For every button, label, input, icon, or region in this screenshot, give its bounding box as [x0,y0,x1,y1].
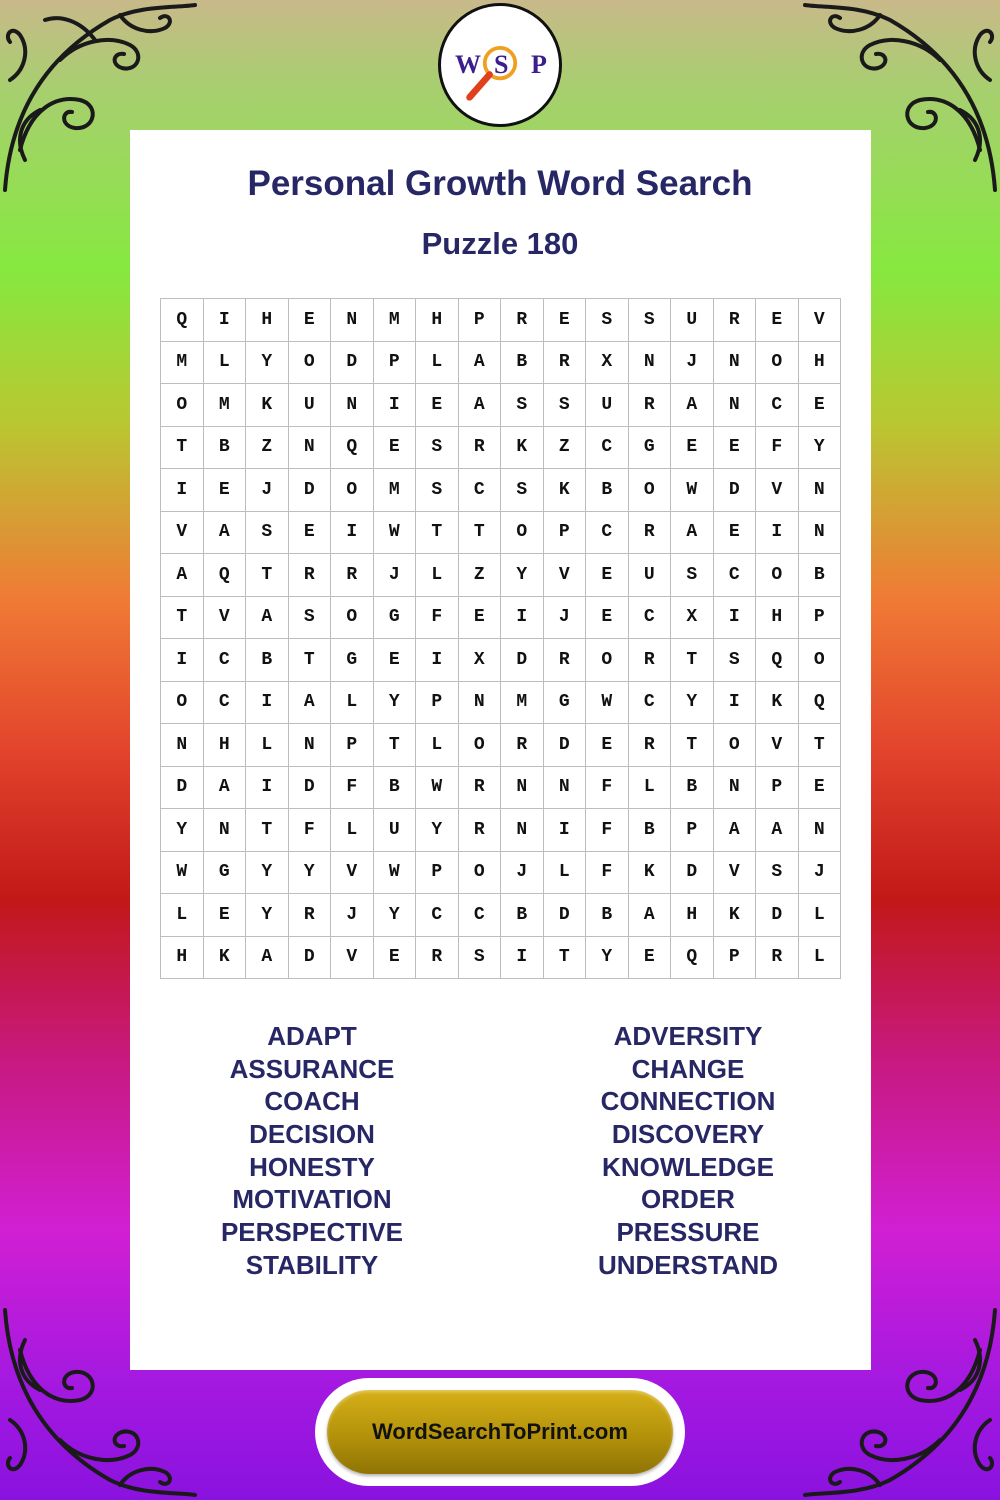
grid-cell[interactable]: Y [416,809,459,852]
grid-cell[interactable]: Y [374,894,417,937]
word-list-item: KNOWLEDGE [602,1151,774,1182]
letter-grid [160,298,841,979]
grid-cell[interactable]: T [544,937,587,980]
grid-cell[interactable]: I [246,682,289,725]
grid-cell[interactable]: M [501,682,544,725]
grid-cell[interactable]: S [629,299,672,342]
grid-cell[interactable]: V [756,724,799,767]
site-link-button[interactable] [315,1378,685,1486]
grid-cell[interactable]: D [501,639,544,682]
grid-cell[interactable]: Y [246,894,289,937]
grid-cell[interactable]: B [671,767,714,810]
word-list-item: DISCOVERY [611,1119,765,1150]
grid-cell[interactable]: R [629,724,672,767]
grid-cell[interactable]: F [331,767,374,810]
word-list-item: ASSURANCE [229,1053,395,1084]
grid-cell[interactable]: O [799,639,842,682]
grid-cell[interactable]: R [459,767,502,810]
grid-cell[interactable]: B [629,809,672,852]
grid-cell[interactable]: D [544,894,587,937]
grid-cell[interactable]: T [289,639,332,682]
word-list-item: ADVERSITY [613,1021,763,1051]
grid-cell[interactable]: L [416,724,459,767]
grid-cell[interactable]: V [204,597,247,640]
grid-cell[interactable]: V [161,512,204,555]
logo-letter-s: S [494,50,509,79]
grid-cell[interactable]: G [544,682,587,725]
grid-cell[interactable]: H [246,299,289,342]
grid-cell[interactable]: C [204,682,247,725]
grid-cell[interactable]: I [204,299,247,342]
grid-cell[interactable]: Y [246,342,289,385]
grid-cell[interactable]: C [629,682,672,725]
grid-cell[interactable]: J [246,469,289,512]
grid-cell[interactable]: R [289,894,332,937]
grid-cell[interactable]: Y [289,852,332,895]
grid-cell[interactable]: P [416,852,459,895]
grid-cell[interactable]: O [629,469,672,512]
grid-cell[interactable]: Y [671,682,714,725]
grid-cell[interactable]: E [459,597,502,640]
grid-cell[interactable]: Q [161,299,204,342]
grid-cell[interactable]: A [204,767,247,810]
grid-cell[interactable]: M [374,299,417,342]
grid-cell[interactable]: R [756,937,799,980]
grid-cell[interactable]: L [629,767,672,810]
word-list-item: ORDER [641,1184,735,1215]
grid-cell[interactable]: M [204,384,247,427]
grid-cell[interactable]: I [246,767,289,810]
grid-cell[interactable]: F [586,852,629,895]
grid-cell[interactable]: D [289,469,332,512]
grid-cell[interactable]: G [204,852,247,895]
grid-cell[interactable]: R [714,299,757,342]
grid-cell[interactable]: P [331,724,374,767]
grid-cell[interactable]: Y [586,937,629,980]
grid-cell[interactable]: K [544,469,587,512]
grid-cell[interactable]: H [161,937,204,980]
word-list-item: UNDERSTAND [597,1249,779,1280]
grid-cell[interactable]: R [544,342,587,385]
grid-cell[interactable]: K [714,894,757,937]
site-logo[interactable] [438,3,562,127]
grid-cell[interactable]: C [756,384,799,427]
grid-cell[interactable]: L [544,852,587,895]
word-list-item: DECISION [249,1119,375,1150]
grid-cell[interactable]: J [331,894,374,937]
grid-cell[interactable]: L [246,724,289,767]
grid-cell[interactable]: C [586,427,629,470]
grid-cell[interactable]: R [501,724,544,767]
grid-cell[interactable]: Y [799,427,842,470]
grid-cell[interactable]: L [799,937,842,980]
grid-cell[interactable]: A [204,512,247,555]
grid-cell[interactable]: E [586,554,629,597]
grid-cell[interactable]: H [799,342,842,385]
grid-cell[interactable]: V [331,937,374,980]
grid-cell[interactable]: P [416,682,459,725]
grid-cell[interactable]: R [629,384,672,427]
grid-cell[interactable]: F [416,597,459,640]
grid-cell[interactable]: R [459,427,502,470]
grid-cell[interactable]: D [671,852,714,895]
puzzle-number: Puzzle 180 [421,226,579,261]
grid-cell[interactable]: T [161,427,204,470]
word-list-left [112,1020,512,1282]
grid-cell[interactable]: U [289,384,332,427]
grid-cell[interactable]: C [204,639,247,682]
grid-cell[interactable]: S [246,512,289,555]
grid-cell[interactable]: L [416,342,459,385]
grid-cell[interactable]: Q [204,554,247,597]
word-list-item: COACH [264,1086,360,1117]
grid-cell[interactable]: D [289,767,332,810]
grid-cell[interactable]: A [756,809,799,852]
grid-cell[interactable]: O [161,682,204,725]
grid-cell[interactable]: H [756,597,799,640]
grid-cell[interactable]: I [501,597,544,640]
grid-cell[interactable]: K [246,384,289,427]
grid-cell[interactable]: E [374,937,417,980]
grid-cell[interactable]: S [501,469,544,512]
grid-cell[interactable]: N [714,342,757,385]
grid-cell[interactable]: C [459,469,502,512]
grid-cell[interactable]: U [629,554,672,597]
grid-cell[interactable]: N [501,767,544,810]
grid-cell[interactable]: D [714,469,757,512]
grid-cell[interactable]: Q [799,682,842,725]
grid-cell[interactable]: F [586,767,629,810]
grid-cell[interactable]: E [586,597,629,640]
logo-letter-w: W [455,50,481,79]
grid-cell[interactable]: S [289,597,332,640]
grid-cell[interactable]: S [544,384,587,427]
grid-cell[interactable]: E [374,427,417,470]
grid-cell[interactable]: Z [544,427,587,470]
grid-cell[interactable]: K [756,682,799,725]
grid-cell[interactable]: W [671,469,714,512]
grid-cell[interactable]: O [714,724,757,767]
grid-cell[interactable]: O [756,554,799,597]
grid-cell[interactable]: N [289,427,332,470]
grid-cell[interactable]: K [629,852,672,895]
word-list-right [488,1020,888,1282]
grid-cell[interactable]: A [629,894,672,937]
grid-cell[interactable]: V [331,852,374,895]
grid-cell[interactable]: B [799,554,842,597]
grid-cell[interactable]: N [714,767,757,810]
grid-cell[interactable]: N [799,512,842,555]
grid-cell[interactable]: E [374,639,417,682]
grid-cell[interactable]: S [756,852,799,895]
grid-cell[interactable]: B [204,427,247,470]
grid-cell[interactable]: E [799,384,842,427]
grid-cell[interactable]: E [289,512,332,555]
grid-cell[interactable]: W [586,682,629,725]
grid-cell[interactable]: D [331,342,374,385]
grid-cell[interactable]: L [161,894,204,937]
grid-cell[interactable]: H [204,724,247,767]
grid-cell[interactable]: Y [501,554,544,597]
grid-cell[interactable]: P [544,512,587,555]
grid-cell[interactable]: E [416,384,459,427]
grid-cell[interactable]: C [459,894,502,937]
word-list-item: CHANGE [631,1053,745,1084]
grid-cell[interactable]: S [586,299,629,342]
grid-cell[interactable]: A [161,554,204,597]
grid-cell[interactable]: T [671,639,714,682]
grid-cell[interactable]: E [204,469,247,512]
grid-cell[interactable]: N [289,724,332,767]
grid-cell[interactable]: X [459,639,502,682]
grid-cell[interactable]: R [629,639,672,682]
grid-cell[interactable]: D [544,724,587,767]
grid-cell[interactable]: H [671,894,714,937]
grid-cell[interactable]: L [204,342,247,385]
grid-cell[interactable]: B [586,469,629,512]
logo-letter-p: P [531,50,547,79]
puzzle-title: Personal Growth Word Search [247,164,753,203]
grid-cell[interactable]: I [756,512,799,555]
grid-cell[interactable]: J [671,342,714,385]
grid-cell[interactable]: P [671,809,714,852]
grid-cell[interactable]: V [714,852,757,895]
grid-cell[interactable]: O [586,639,629,682]
grid-cell[interactable]: G [331,639,374,682]
grid-cell[interactable]: P [756,767,799,810]
grid-cell[interactable]: V [756,469,799,512]
grid-cell[interactable]: E [289,299,332,342]
word-list-item: PERSPECTIVE [220,1217,404,1248]
grid-cell[interactable]: B [246,639,289,682]
grid-cell[interactable]: C [629,597,672,640]
grid-cell[interactable]: S [416,469,459,512]
grid-cell[interactable]: E [714,512,757,555]
grid-cell[interactable]: W [374,852,417,895]
grid-cell[interactable]: A [246,597,289,640]
grid-cell[interactable]: A [671,512,714,555]
grid-cell[interactable]: E [586,724,629,767]
grid-cell[interactable]: J [501,852,544,895]
grid-cell[interactable]: I [714,682,757,725]
grid-cell[interactable]: N [459,682,502,725]
grid-cell[interactable]: E [799,767,842,810]
grid-cell[interactable]: N [799,469,842,512]
grid-cell[interactable]: B [501,894,544,937]
grid-cell[interactable]: Q [331,427,374,470]
grid-cell[interactable]: N [544,767,587,810]
grid-cell[interactable]: I [161,639,204,682]
grid-cell[interactable]: I [501,937,544,980]
grid-cell[interactable]: O [501,512,544,555]
grid-cell[interactable]: G [374,597,417,640]
grid-cell[interactable]: C [416,894,459,937]
grid-cell[interactable]: S [416,427,459,470]
grid-cell[interactable]: R [544,639,587,682]
grid-cell[interactable]: P [799,597,842,640]
grid-cell[interactable]: S [714,639,757,682]
grid-cell[interactable]: Y [161,809,204,852]
grid-cell[interactable]: K [204,937,247,980]
grid-cell[interactable]: H [416,299,459,342]
grid-cell[interactable]: I [161,469,204,512]
grid-cell[interactable]: E [714,427,757,470]
grid-cell[interactable]: B [374,767,417,810]
word-list-item: HONESTY [249,1151,375,1182]
grid-cell[interactable]: N [799,809,842,852]
grid-cell[interactable]: B [501,342,544,385]
grid-cell[interactable]: O [331,469,374,512]
grid-cell[interactable]: I [374,384,417,427]
grid-cell[interactable]: O [459,724,502,767]
site-link-label: WordSearchToPrint.com [327,1390,673,1474]
grid-cell[interactable]: O [756,342,799,385]
grid-cell[interactable]: T [161,597,204,640]
word-list-item: STABILITY [245,1249,379,1280]
grid-cell[interactable]: I [714,597,757,640]
grid-cell[interactable]: T [416,512,459,555]
grid-cell[interactable]: T [374,724,417,767]
grid-cell[interactable]: X [671,597,714,640]
grid-cell[interactable]: Y [374,682,417,725]
grid-cell[interactable]: R [289,554,332,597]
grid-cell[interactable]: A [289,682,332,725]
grid-cell[interactable]: N [331,299,374,342]
word-list-item: CONNECTION [600,1086,776,1117]
grid-cell[interactable]: Y [246,852,289,895]
grid-cell[interactable]: T [671,724,714,767]
grid-cell[interactable]: A [246,937,289,980]
grid-cell[interactable]: J [374,554,417,597]
grid-cell[interactable]: N [714,384,757,427]
grid-cell[interactable]: J [544,597,587,640]
grid-cell[interactable]: R [331,554,374,597]
grid-cell[interactable]: P [459,299,502,342]
grid-cell[interactable]: F [756,427,799,470]
grid-cell[interactable]: C [714,554,757,597]
grid-cell[interactable]: T [799,724,842,767]
grid-cell[interactable]: D [756,894,799,937]
grid-cell[interactable]: D [161,767,204,810]
grid-cell[interactable]: R [416,937,459,980]
grid-cell[interactable]: O [331,597,374,640]
grid-cell[interactable]: C [586,512,629,555]
grid-cell[interactable]: M [374,469,417,512]
grid-cell[interactable]: U [586,384,629,427]
grid-cell[interactable]: L [416,554,459,597]
grid-cell[interactable]: P [714,937,757,980]
grid-cell[interactable]: O [161,384,204,427]
grid-cell[interactable]: I [331,512,374,555]
grid-cell[interactable]: P [374,342,417,385]
grid-cell[interactable]: X [586,342,629,385]
grid-cell[interactable]: R [629,512,672,555]
grid-cell[interactable]: A [671,384,714,427]
grid-cell[interactable]: E [756,299,799,342]
grid-cell[interactable]: M [161,342,204,385]
grid-cell[interactable]: I [416,639,459,682]
grid-cell[interactable]: N [331,384,374,427]
grid-cell[interactable]: F [289,809,332,852]
grid-cell[interactable]: N [501,809,544,852]
grid-cell[interactable]: W [416,767,459,810]
grid-cell[interactable]: S [501,384,544,427]
grid-cell[interactable]: K [501,427,544,470]
grid-cell[interactable]: T [246,554,289,597]
grid-cell[interactable]: I [544,809,587,852]
grid-cell[interactable]: F [586,809,629,852]
word-list-item: PRESSURE [616,1217,760,1248]
grid-cell[interactable]: N [204,809,247,852]
grid-cell[interactable]: Z [459,554,502,597]
grid-cell[interactable]: W [374,512,417,555]
grid-cell[interactable]: Q [671,937,714,980]
grid-cell[interactable]: V [544,554,587,597]
grid-cell[interactable]: A [459,342,502,385]
grid-cell[interactable]: R [501,299,544,342]
grid-cell[interactable]: L [799,894,842,937]
grid-cell[interactable]: T [459,512,502,555]
grid-cell[interactable]: Z [246,427,289,470]
grid-cell[interactable]: A [714,809,757,852]
grid-cell[interactable]: E [629,937,672,980]
grid-cell[interactable]: N [161,724,204,767]
grid-cell[interactable]: T [246,809,289,852]
grid-cell[interactable]: O [289,342,332,385]
grid-cell[interactable]: B [586,894,629,937]
grid-cell[interactable]: J [799,852,842,895]
grid-cell[interactable]: D [289,937,332,980]
grid-cell[interactable]: S [459,937,502,980]
word-list-item: ADAPT [267,1021,357,1051]
grid-cell[interactable]: A [459,384,502,427]
grid-cell[interactable]: Q [756,639,799,682]
grid-cell[interactable]: E [671,427,714,470]
grid-cell[interactable]: L [331,682,374,725]
grid-cell[interactable]: E [544,299,587,342]
grid-cell[interactable]: E [204,894,247,937]
grid-cell[interactable]: N [629,342,672,385]
grid-cell[interactable]: V [799,299,842,342]
grid-cell[interactable]: U [671,299,714,342]
grid-cell[interactable]: O [459,852,502,895]
grid-cell[interactable]: G [629,427,672,470]
grid-cell[interactable]: R [459,809,502,852]
grid-cell[interactable]: W [161,852,204,895]
word-list-item: MOTIVATION [232,1184,392,1215]
grid-cell[interactable]: L [331,809,374,852]
grid-cell[interactable]: S [671,554,714,597]
grid-cell[interactable]: U [374,809,417,852]
